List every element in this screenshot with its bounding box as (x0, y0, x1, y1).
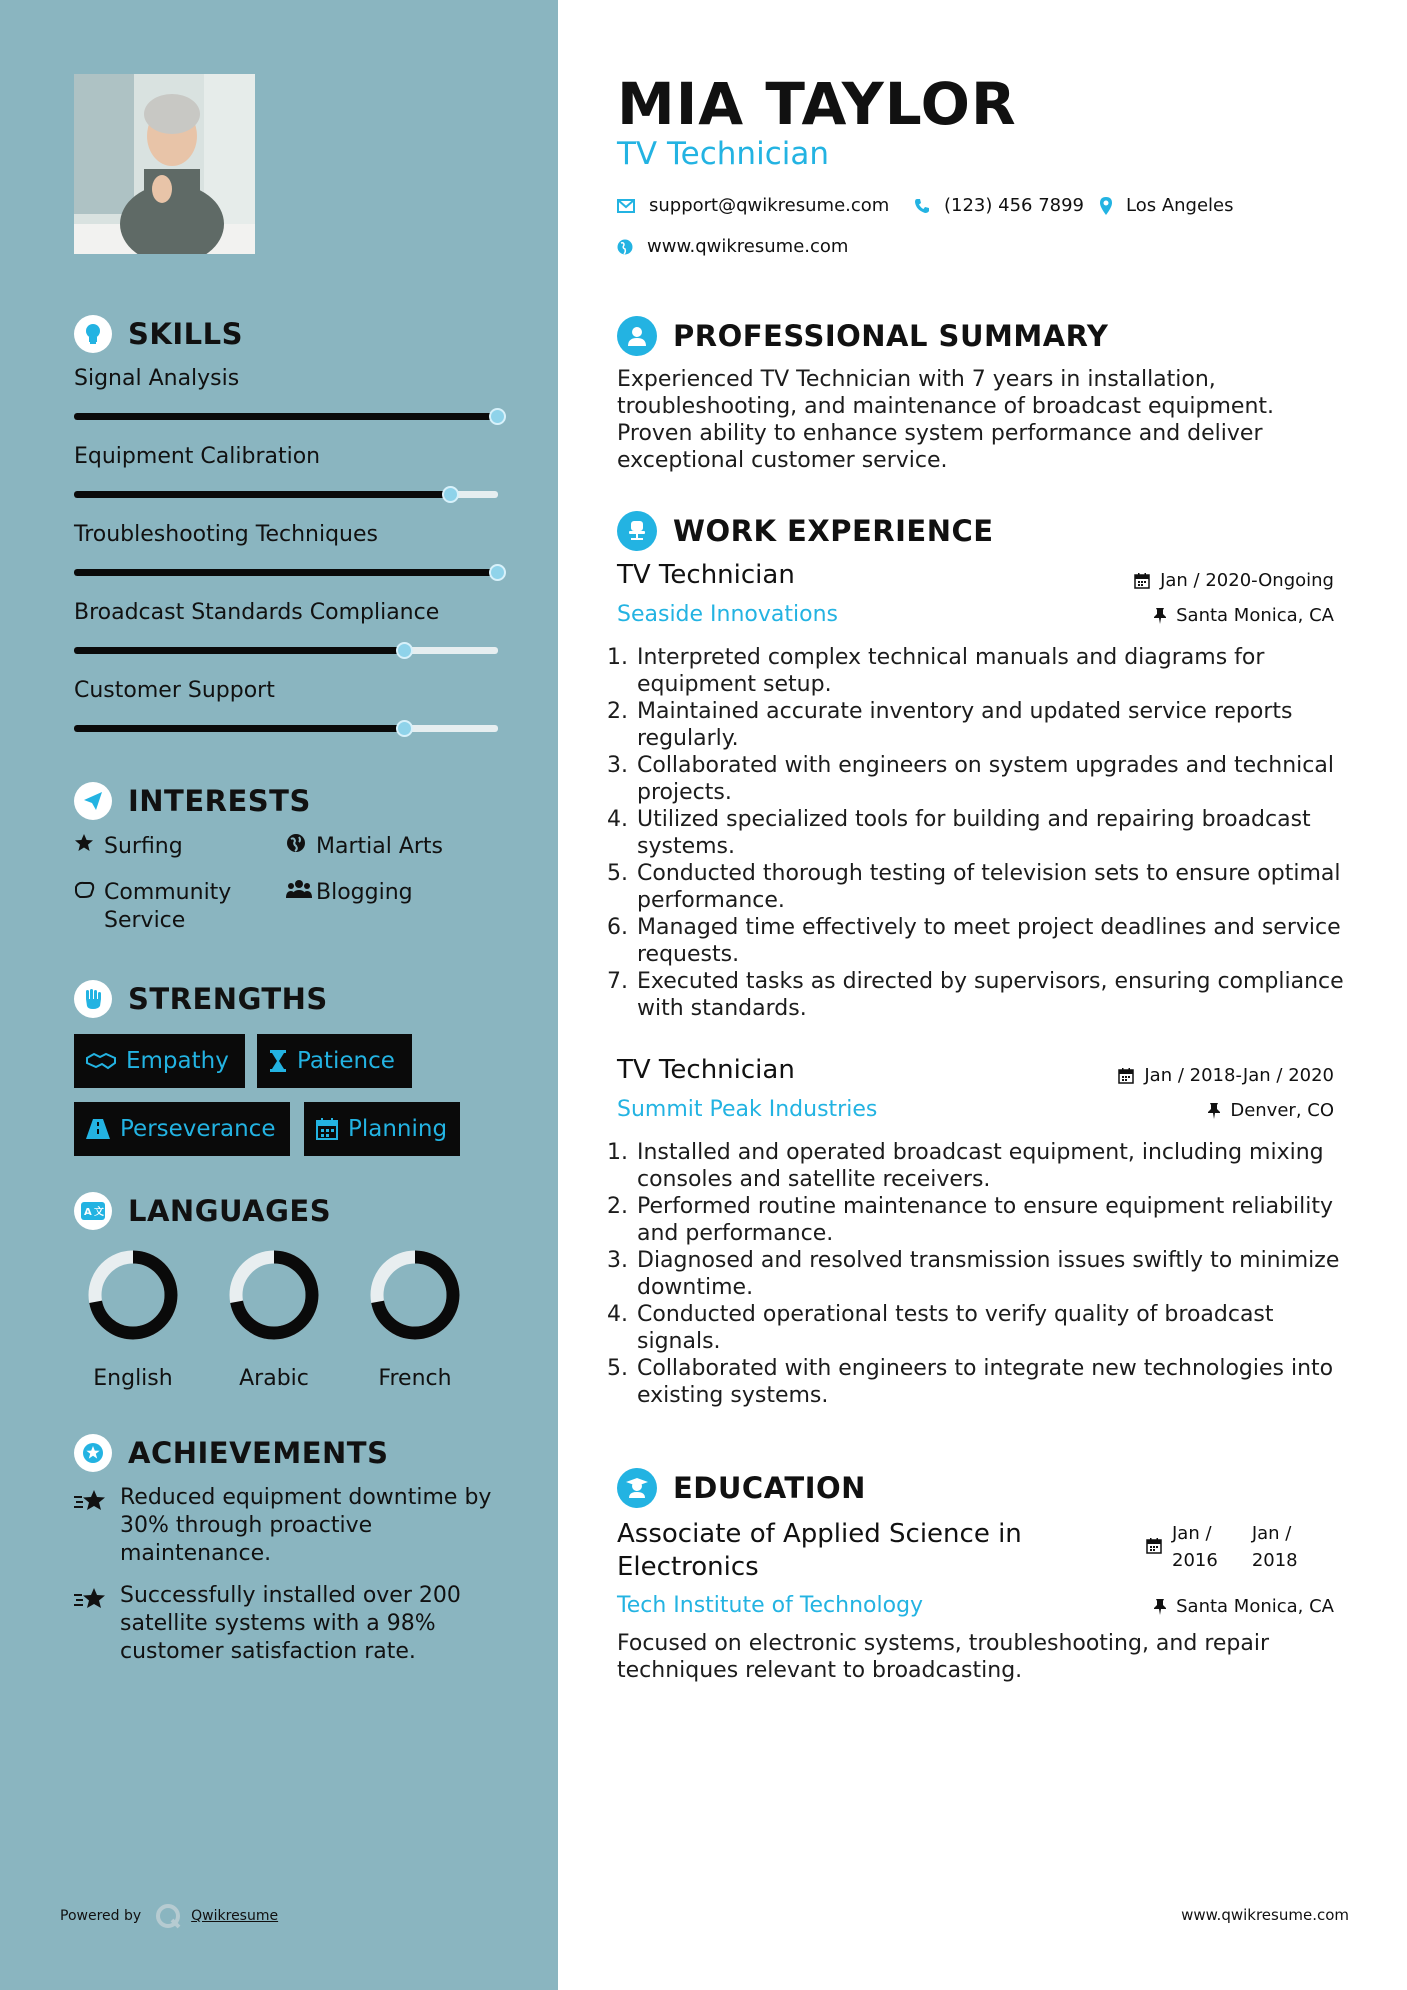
skill-bar (74, 725, 498, 732)
powered-by (60, 1903, 278, 1929)
globe-icon (617, 239, 633, 255)
sidebar (0, 0, 558, 1990)
strength-chip: Patience (257, 1034, 412, 1088)
achievement-item: Successfully installed over 200 satellite systems with a 98% customer satisfaction rate. (74, 1582, 494, 1666)
duty-item: 2. Maintained accurate inventory and updated service reports regularly. (635, 698, 1355, 752)
experience-title: WORK EXPERIENCE (673, 514, 994, 548)
skill-bar (74, 491, 498, 498)
duty-item: 5. Collaborated with engineers to integrate new technologies into existing systems. (635, 1355, 1355, 1409)
language-ring (86, 1248, 180, 1342)
summary-title: PROFESSIONAL SUMMARY (673, 319, 1109, 353)
language-item (63, 1248, 203, 1391)
skill-bar (74, 413, 498, 420)
contact-phone[interactable]: (123) 456 7899 (914, 195, 1084, 216)
language-label: Arabic (239, 1366, 309, 1391)
paper-plane-icon (74, 782, 112, 820)
qwikresume-logo-icon (155, 1903, 181, 1929)
candidate-name: MIA TAYLOR (617, 70, 1017, 138)
skill-bar (74, 569, 498, 576)
contact-email[interactable]: support@qwikresume.com (617, 195, 889, 216)
interest-item: Community Service (74, 879, 274, 935)
fist-icon (74, 980, 112, 1018)
skill-bar-knob (489, 408, 506, 425)
skill-bar-fill (74, 413, 498, 420)
achievement-item: Reduced equipment downtime by 30% through proactive maintenance. (74, 1484, 494, 1568)
achievements-header (74, 1434, 388, 1472)
duty-item: 1. Installed and operated broadcast equipment, including mixing consoles and satellite receivers. (635, 1139, 1355, 1193)
interests-header (74, 782, 311, 820)
strengths-header (74, 980, 328, 1018)
duty-item: 5. Conducted thorough testing of television sets to ensure optimal performance. (635, 860, 1355, 914)
duty-item: 7. Executed tasks as directed by supervisors, ensuring compliance with standards. (635, 968, 1355, 1022)
education-end: Jan / 2018 (1251, 1523, 1298, 1571)
powered-by-text: Powered by (60, 1908, 142, 1924)
summary-text: Experienced TV Technician with 7 years in installation, troubleshooting, and maintenance of broadcast equipment. Proven ability to enhance system performance and deliver exceptional customer service. (617, 367, 1275, 473)
lightbulb-icon (74, 315, 112, 353)
award-star-icon (74, 1434, 112, 1472)
language-item (345, 1248, 485, 1391)
interest-item: Blogging (286, 879, 413, 907)
contact-website[interactable]: www.qwikresume.com (617, 236, 848, 257)
company-name: Seaside Innovations (617, 602, 838, 627)
interests-title: INTERESTS (128, 784, 311, 818)
skill-label: Equipment Calibration (74, 444, 321, 469)
education-dates (1146, 1520, 1298, 1574)
contact-location: Los Angeles (1100, 195, 1234, 216)
skill-label: Signal Analysis (74, 366, 240, 391)
education-header (617, 1468, 866, 1508)
summary-header (617, 316, 1108, 356)
skill-bar (74, 647, 498, 654)
job-location: Santa Monica, CA (1154, 605, 1334, 626)
school-name: Tech Institute of Technology (617, 1593, 924, 1618)
skill-bar-fill (74, 491, 451, 498)
education-location: Santa Monica, CA (1154, 1596, 1334, 1617)
experience-header (617, 511, 994, 551)
duty-item: 4. Conducted operational tests to verify quality of broadcast signals. (635, 1301, 1355, 1355)
skills-header (74, 315, 243, 353)
hourglass-icon (269, 1050, 287, 1072)
skill-bar-knob (396, 720, 413, 737)
globe-icon (286, 833, 316, 861)
education-description: Focused on electronic systems, troubleshooting, and repair techniques relevant to broadcasting. (617, 1631, 1270, 1683)
skill-bar-fill (74, 569, 498, 576)
user-icon (617, 316, 657, 356)
svg-text:文: 文 (94, 1207, 104, 1218)
profile-photo (74, 74, 255, 254)
strength-chip: Perseverance (74, 1102, 290, 1156)
interest-item: Martial Arts (286, 833, 443, 861)
job-dates: Jan / 2020-Ongoing (1134, 570, 1334, 591)
job-duties (610, 1139, 1355, 1409)
job-title: TV Technician (617, 1055, 795, 1085)
candidate-role: TV Technician (617, 136, 829, 172)
group-icon (286, 879, 316, 907)
strength-chip: Planning (304, 1102, 460, 1156)
qwikresume-link[interactable]: Qwikresume (191, 1908, 279, 1924)
calendar-icon (1146, 1520, 1162, 1559)
interest-item: Surfing (74, 833, 183, 861)
duty-item: 2. Performed routine maintenance to ensure equipment reliability and performance. (635, 1193, 1355, 1247)
skill-label: Troubleshooting Techniques (74, 522, 378, 547)
duty-item: 1. Interpreted complex technical manuals and diagrams for equipment setup. (635, 644, 1355, 698)
language-label: English (93, 1366, 173, 1391)
calendar-icon (316, 1118, 338, 1140)
education-title: EDUCATION (673, 1471, 866, 1505)
star-rating-icon (74, 1484, 120, 1518)
education-start: Jan / 2016 (1172, 1523, 1218, 1571)
graduation-cap-icon (617, 1468, 657, 1508)
pushpin-icon (1208, 1103, 1220, 1119)
job-dates: Jan / 2018-Jan / 2020 (1118, 1065, 1334, 1086)
strengths-title: STRENGTHS (128, 982, 328, 1016)
envelope-icon (617, 199, 635, 213)
calendar-icon (1134, 573, 1150, 589)
map-pin-icon (1100, 197, 1112, 215)
languages-header (74, 1192, 331, 1230)
calendar-icon (1118, 1068, 1134, 1084)
svg-text:A: A (84, 1207, 92, 1218)
office-chair-icon (617, 511, 657, 551)
skill-label: Customer Support (74, 678, 275, 703)
languages-title: LANGUAGES (128, 1194, 332, 1228)
language-label: French (378, 1366, 452, 1391)
road-icon (86, 1119, 110, 1139)
translate-icon (74, 1192, 112, 1230)
phone-icon (914, 198, 930, 214)
skill-bar-knob (489, 564, 506, 581)
language-ring (368, 1248, 462, 1342)
job-duties (610, 644, 1355, 1022)
skill-bar-fill (74, 647, 405, 654)
star-rating-icon (74, 1582, 120, 1616)
skill-bar-knob (442, 486, 459, 503)
job-title: TV Technician (617, 560, 795, 590)
star-icon (74, 833, 104, 861)
language-item (204, 1248, 344, 1391)
job-location: Denver, CO (1208, 1100, 1334, 1121)
pushpin-icon (1154, 608, 1166, 624)
duty-item: 6. Managed time effectively to meet project deadlines and service requests. (635, 914, 1355, 968)
duty-item: 3. Diagnosed and resolved transmission issues swiftly to minimize downtime. (635, 1247, 1355, 1301)
pushpin-icon (1154, 1599, 1166, 1615)
skills-title: SKILLS (128, 317, 243, 351)
language-ring (227, 1248, 321, 1342)
achievements-title: ACHIEVEMENTS (128, 1436, 389, 1470)
skill-bar-fill (74, 725, 405, 732)
skill-bar-knob (396, 642, 413, 659)
duty-item: 4. Utilized specialized tools for building and repairing broadcast systems. (635, 806, 1355, 860)
company-name: Summit Peak Industries (617, 1097, 878, 1122)
footer-website-link[interactable]: www.qwikresume.com (1181, 1906, 1349, 1924)
handshake-icon (86, 1052, 116, 1070)
skill-label: Broadcast Standards Compliance (74, 600, 440, 625)
strength-chip: Empathy (74, 1034, 245, 1088)
duty-item: 3. Collaborated with engineers on system upgrades and technical projects. (635, 752, 1355, 806)
hand-icon (74, 879, 104, 907)
degree-title: Associate of Applied Science in Electronics (617, 1519, 1022, 1582)
